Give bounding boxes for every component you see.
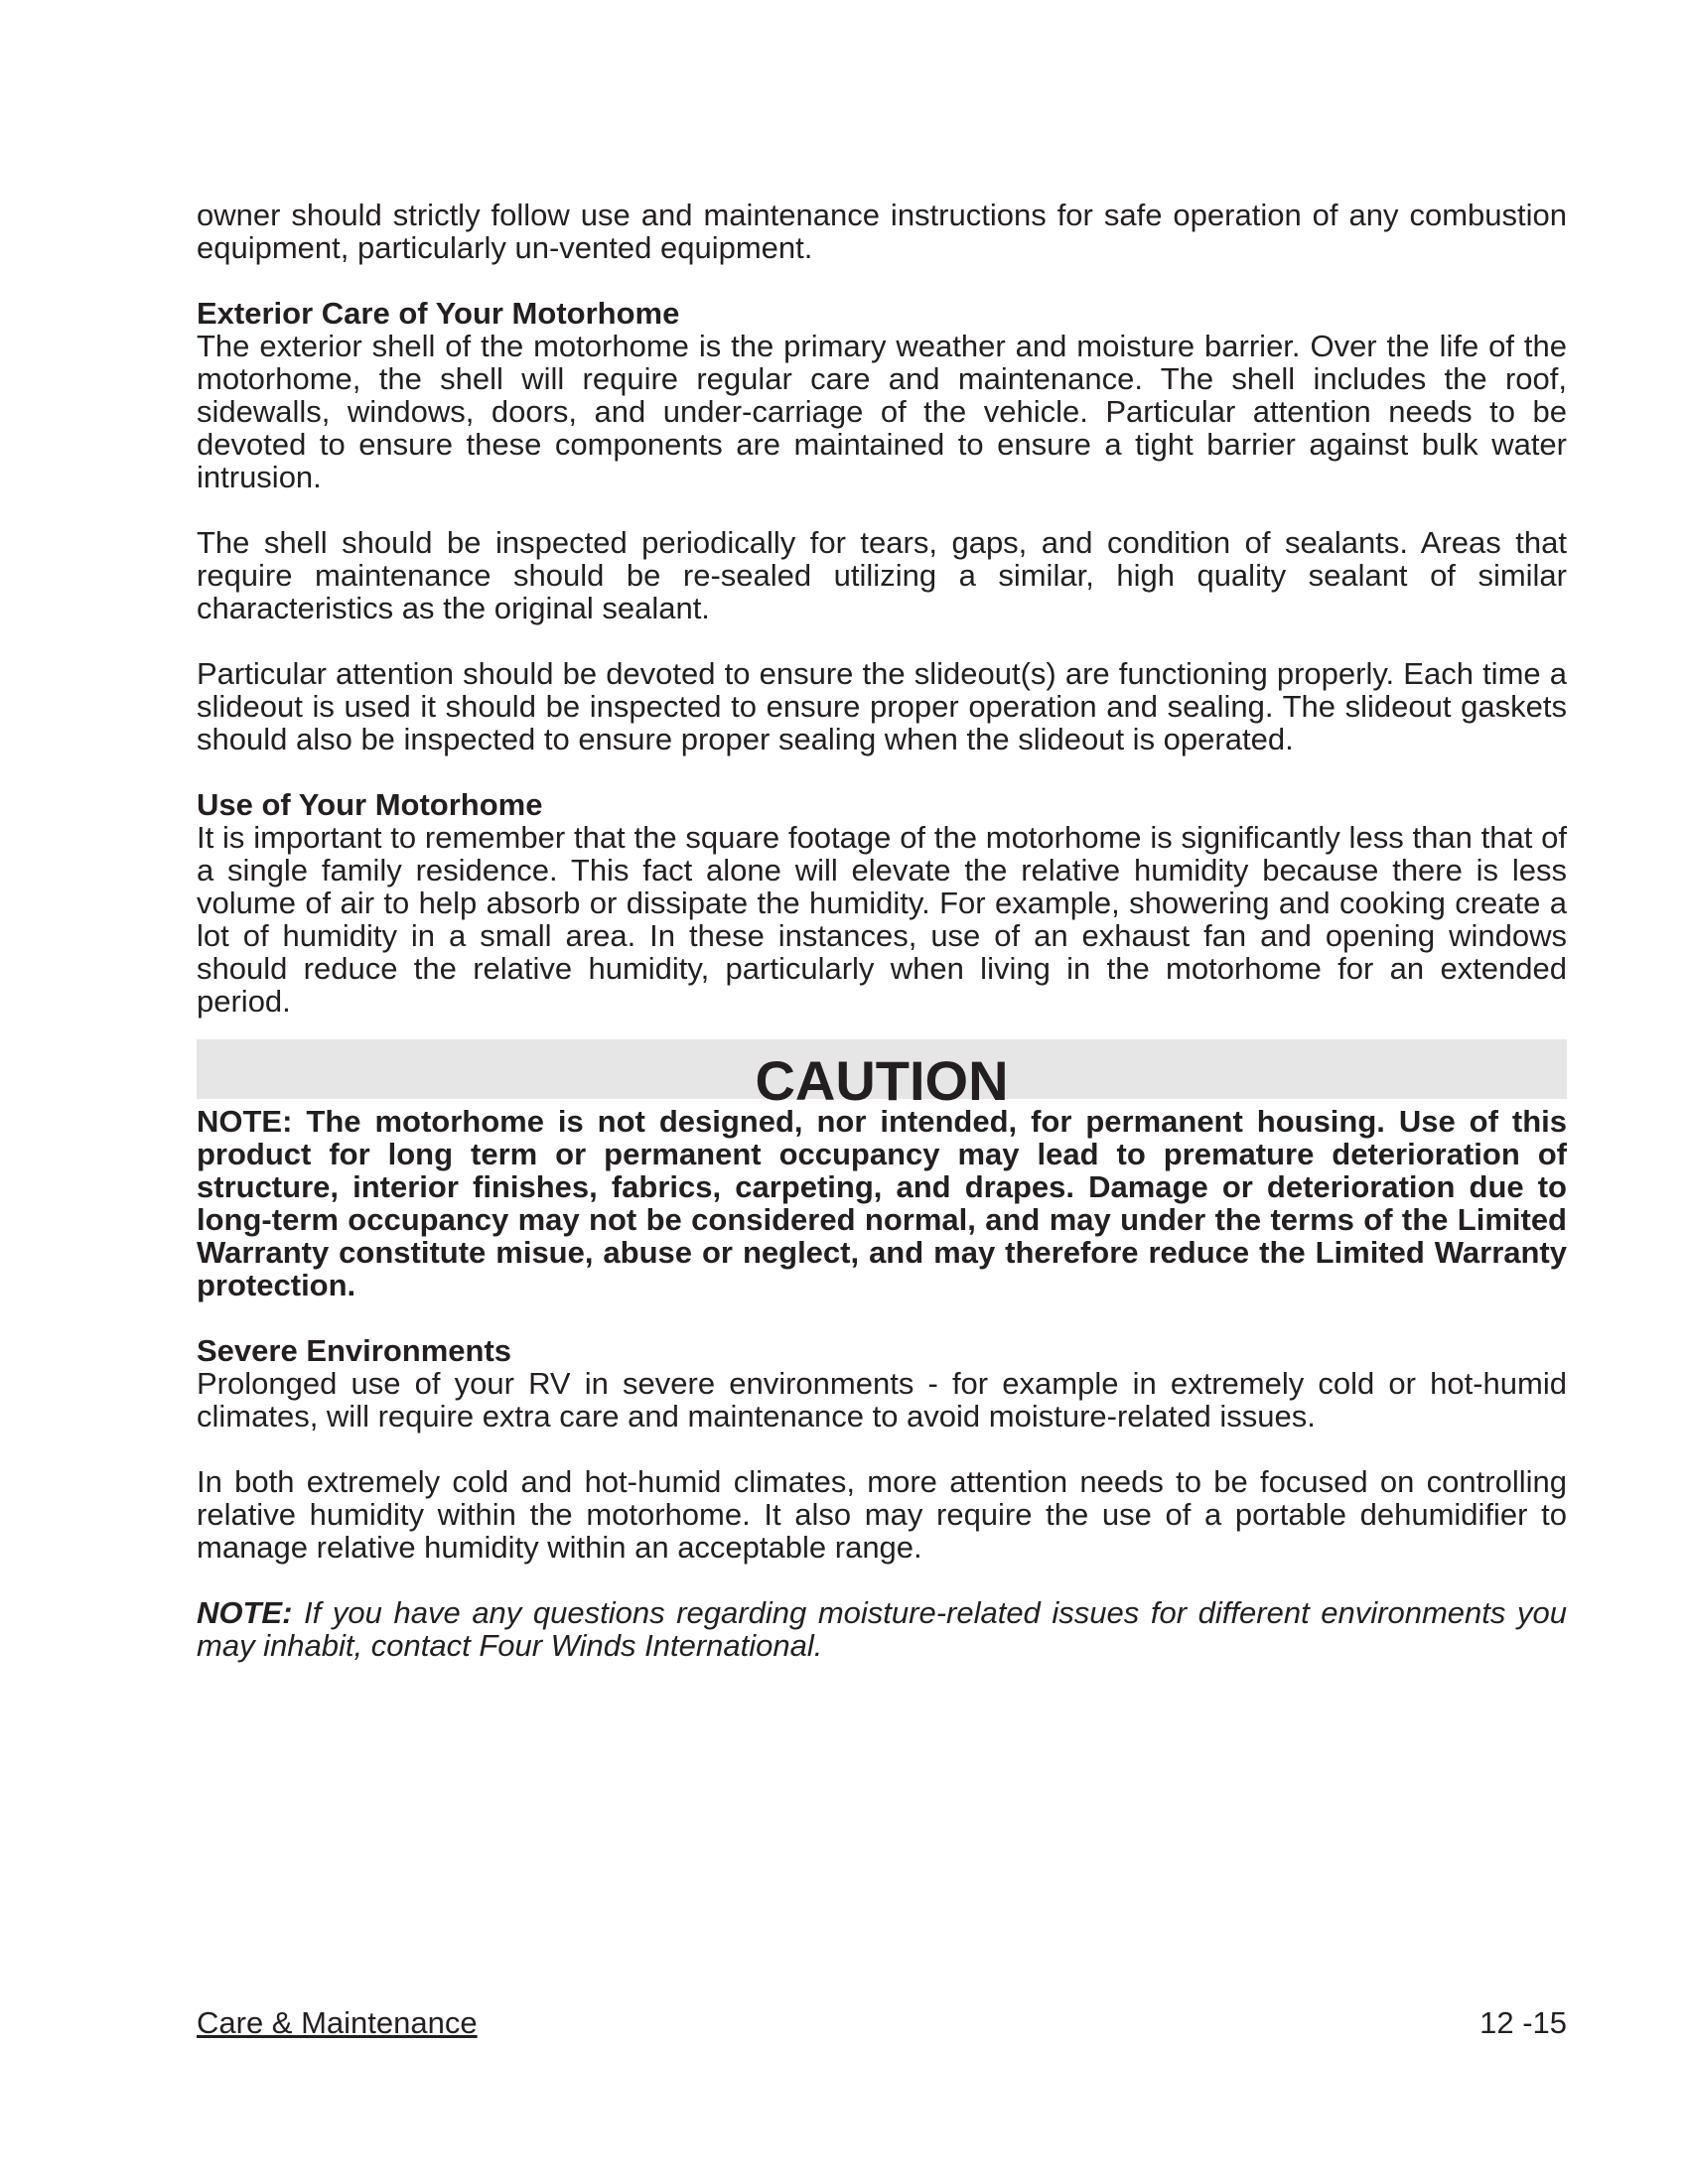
contact-note	[197, 1596, 1567, 1662]
note-label: NOTE:	[197, 1595, 293, 1630]
severe-paragraph-2: In both extremely cold and hot-humid climates, more attention needs to be focused on controlling relative humidity within the motorhome. It also may require the use of a portable dehumidifier to manage relative humidity within an acceptable range.	[197, 1464, 1567, 1565]
note-text: If you have any questions regarding moisture-related issues for different environments you may inhabit, contact Four Winds International.	[197, 1595, 1567, 1663]
caution-title: CAUTION	[755, 1049, 1009, 1112]
caution-note: NOTE: The motorhome is not designed, nor intended, for permanent housing. Use of this product for long term or permanent occupancy may lead to premature deterioration of structure, interior finishes, fabrics, carpeting, and drapes. Damage or deterioration due to long-term occupancy may not be considered normal, and may under the terms of the Limited Warranty constitute misue, abuse or neglect, and may therefore reduce the Limited Warranty protection.	[197, 1104, 1567, 1302]
exterior-heading: Exterior Care of Your Motorhome	[197, 296, 680, 331]
severe-paragraph-1: Prolonged use of your RV in severe environments - for example in extremely cold or hot-humid climates, will require extra care and maintenance to avoid moisture-related issues.	[197, 1366, 1567, 1433]
use-paragraph-1: It is important to remember that the square footage of the motorhome is significantly less than that of a single family residence. This fact alone will elevate the relative humidity because there is less volume of air to help absorb or dissipate the humidity. For example, showering and cooking create a lot of humidity in a small area. In these instances, use of an exhaust fan and opening windows should reduce the relative humidity, particularly when living in the motorhome for an extended period.	[197, 820, 1567, 1019]
exterior-paragraph-3: Particular attention should be devoted to ensure the slideout(s) are functioning properly. Each time a slideout is used it should be inspected to ensure proper operation and sealing. The slideout gaskets should also be inspected to ensure proper sealing when the slideout is operated.	[197, 656, 1567, 756]
page-body	[197, 199, 1567, 1662]
exterior-paragraph-1: The exterior shell of the motorhome is the primary weather and moisture barrier. Over the life of the motorhome, the shell will require regular care and maintenance. The shell includes the roof, sidewalls, windows, doors, and under-carriage of the vehicle. Particular attention needs to be devoted to ensure these components are maintained to ensure a tight barrier against bulk water intrusion.	[197, 329, 1567, 494]
severe-heading: Severe Environments	[197, 1333, 512, 1368]
footer-page-number: 12 -15	[1479, 2005, 1567, 2040]
footer-section-title: Care & Maintenance	[197, 2005, 478, 2040]
caution-banner	[197, 1039, 1567, 1112]
intro-paragraph: owner should strictly follow use and maintenance instructions for safe operation of any combustion equipment, particularly un-vented equipment.	[197, 198, 1567, 265]
exterior-paragraph-2: The shell should be inspected periodically for tears, gaps, and condition of sealants. Areas that require maintenance should be re-sealed utilizing a similar, high quality sealant of similar characteristics as the original sealant.	[197, 525, 1567, 625]
use-heading: Use of Your Motorhome	[197, 787, 543, 822]
